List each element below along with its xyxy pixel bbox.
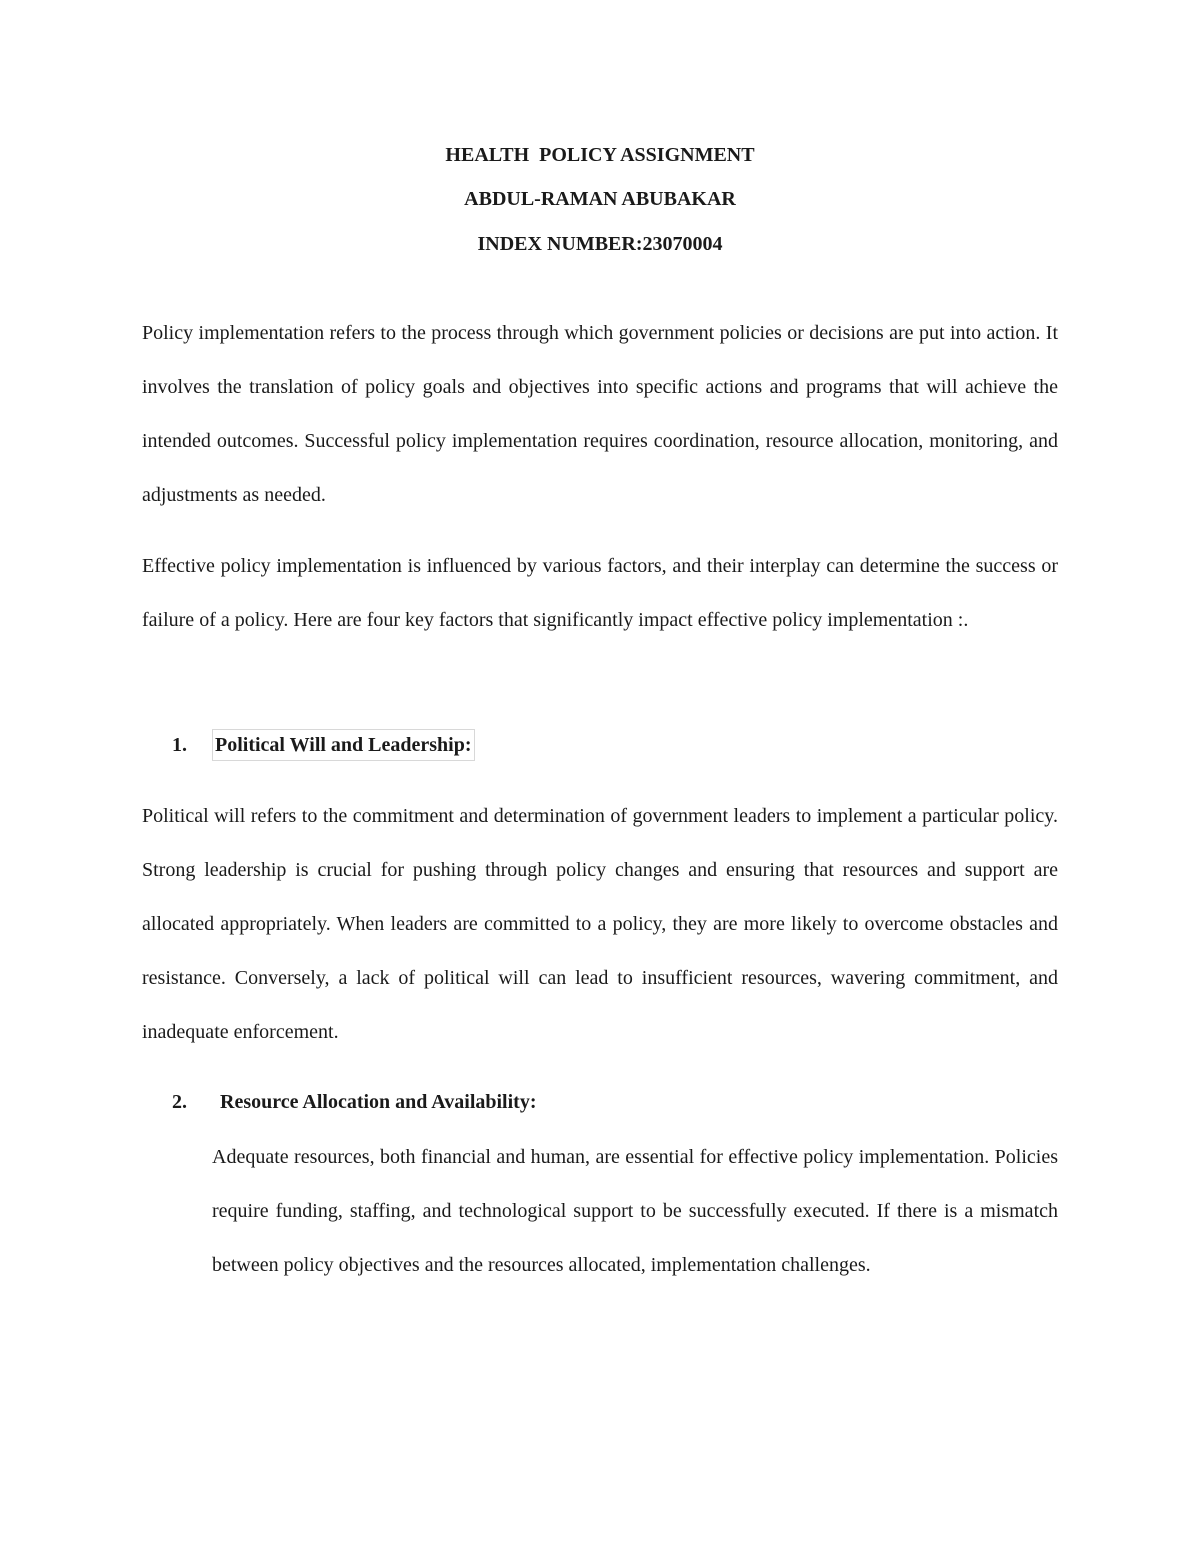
author-name: ABDUL-RAMAN ABUBAKAR — [464, 188, 736, 210]
section-heading-political-will — [172, 729, 475, 761]
section-number: 2. — [172, 1091, 187, 1113]
section-number: 1. — [172, 734, 187, 756]
section-heading-resource-allocation — [172, 1087, 539, 1117]
resource-allocation-paragraph: Adequate resources, both financial and human, are essential for effective policy implementation. Policies require funding, staffing, and technological support to be successfully executed. If there is a mismatch between policy objectives and the resources allocated, implementation challenges. — [212, 1146, 1058, 1276]
factors-intro-paragraph: Effective policy implementation is influenced by various factors, and their interplay can determine the success or failure of a policy. Here are four key factors that significantly impact effective policy implementation :. — [142, 555, 1058, 631]
intro-paragraph: Policy implementation refers to the process through which government policies or decisions are put into action. It involves the translation of policy goals and objectives into specific actions and programs that will achieve the intended outcomes. Successful policy implementation requires coordination, resource allocation, monitoring, and adjustments as needed. — [142, 322, 1058, 506]
section-heading-label: Resource Allocation and Availability: — [220, 1091, 537, 1113]
index-number: INDEX NUMBER:23070004 — [477, 233, 723, 255]
section-heading-label: Political Will and Leadership: — [212, 729, 475, 761]
document-title: HEALTH POLICY ASSIGNMENT — [445, 144, 755, 166]
political-will-paragraph: Political will refers to the commitment and determination of government leaders to implement a particular policy. Strong leadership is crucial for pushing through policy changes and ensuring that resources and support are allocated appropriately. When leaders are committed to a policy, they are more likely to overcome obstacles and resistance. Conversely, a lack of political will can lead to insufficient resources, wavering commitment, and inadequate enforcement. — [142, 805, 1058, 1043]
